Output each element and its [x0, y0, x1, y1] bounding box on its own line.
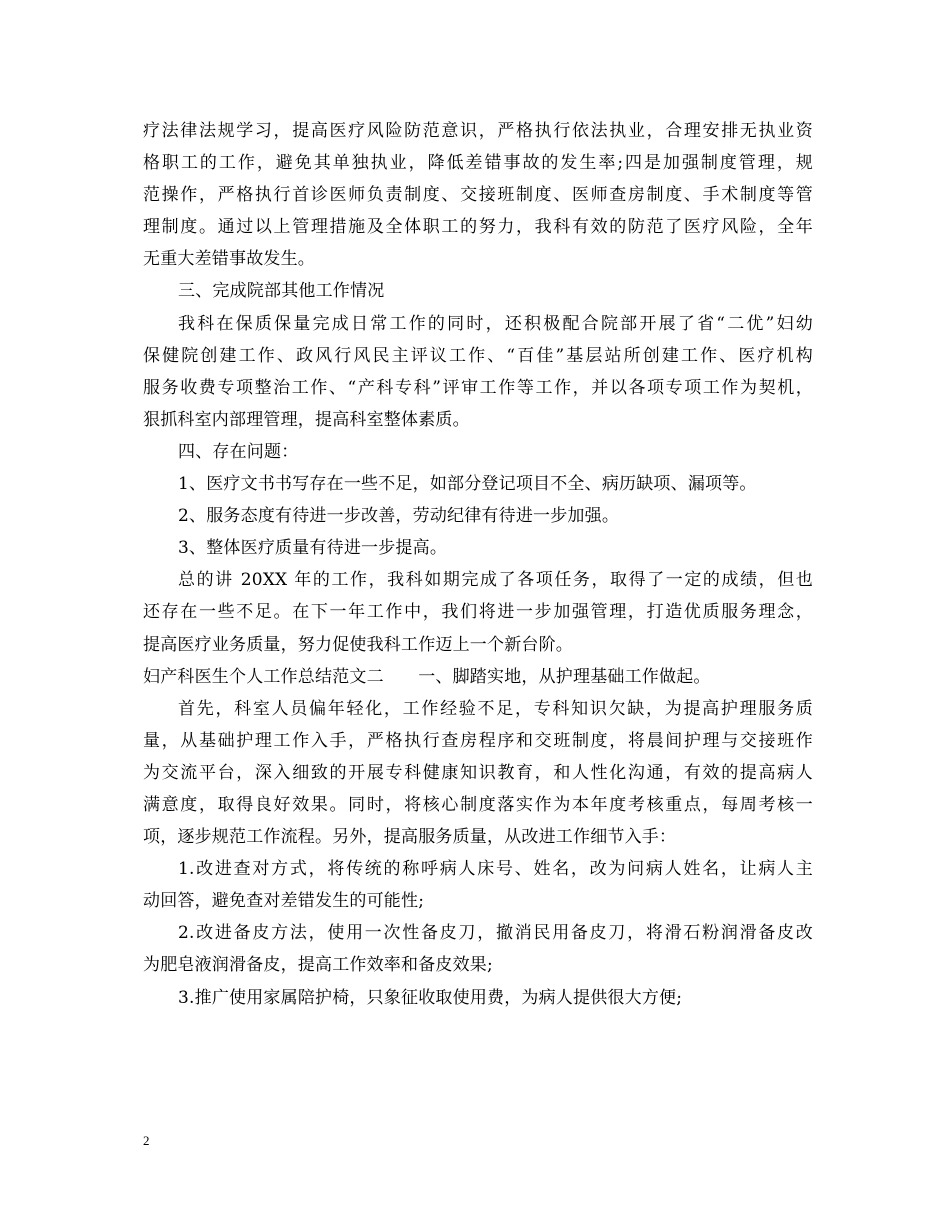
text-line: 范操作，严格执行首诊医师负责制度、交接班制度、医师查房制度、手术制度等管: [143, 185, 813, 206]
text-line: 保健院创建工作、政风行风民主评议工作、“百佳”基层站所创建工作、医疗机构: [143, 345, 813, 366]
text-line: 首先，科室人员偏年轻化，工作经验不足，专科知识欠缺，为提高护理服务质: [178, 698, 813, 719]
text-line: 总的讲 20XX 年的工作，我科如期完成了各项任务，取得了一定的成绩，但也: [178, 570, 813, 591]
text-line: 量，从基础护理工作入手，严格执行查房程序和交班制度，将晨间护理与交接班作: [143, 730, 813, 751]
document-title: 妇产科医生个人工作总结范文二 一、脚踏实地，从护理基础工作做起。: [143, 666, 711, 687]
text-line: 满意度，取得良好效果。同时，将核心制度落实作为本年度考核重点，每周考核一: [143, 794, 813, 815]
text-line: 提高医疗业务质量，努力促使我科工作迈上一个新台阶。: [143, 634, 573, 655]
page-number: 2: [143, 1133, 150, 1148]
list-item: 1.改进查对方式，将传统的称呼病人床号、姓名，改为问病人姓名，让病人主: [178, 859, 813, 880]
text-line: 格职工的工作，避免其单独执业，降低差错事故的发生率;四是加强制度管理，规: [143, 153, 813, 174]
text-line: 理制度。通过以上管理措施及全体职工的努力，我科有效的防范了医疗风险，全年: [143, 217, 813, 238]
list-item: 2.改进备皮方法，使用一次性备皮刀，撤消民用备皮刀，将滑石粉润滑备皮改: [178, 923, 813, 944]
text-line: 我科在保质保量完成日常工作的同时，还积极配合院部开展了省“二优”妇幼: [178, 313, 813, 334]
list-item: 1、医疗文书书写存在一些不足，如部分登记项目不全、病历缺项、漏项等。: [178, 474, 757, 495]
section-heading: 四、存在问题：: [178, 441, 299, 462]
list-item: 3、整体医疗质量有待进一步提高。: [178, 538, 448, 559]
text-line: 为交流平台，深入细致的开展专科健康知识教育，和人性化沟通，有效的提高病人: [143, 762, 813, 783]
text-line: 还存在一些不足。在下一年工作中，我们将进一步加强管理，打造优质服务理念，: [143, 602, 813, 623]
text-line: 为肥皂液润滑备皮，提高工作效率和备皮效果;: [143, 955, 493, 976]
section-heading: 三、完成院部其他工作情况: [178, 281, 385, 302]
text-line: 动回答，避免查对差错发生的可能性;: [143, 891, 425, 912]
text-line: 项，逐步规范工作流程。另外，提高服务质量，从改进工作细节入手：: [143, 827, 677, 848]
text-line: 无重大差错事故发生。: [143, 249, 315, 270]
list-item: 2、服务态度有待进一步改善，劳动纪律有待进一步加强。: [178, 506, 620, 527]
list-item: 3.推广使用家属陪护椅，只象征收取使用费，为病人提供很大方便;: [178, 987, 683, 1008]
text-line: 服务收费专项整治工作、“产科专科”评审工作等工作，并以各项专项工作为契机，: [143, 377, 813, 398]
text-line: 狠抓科室内部理管理，提高科室整体素质。: [143, 409, 470, 430]
document-body: [143, 115, 813, 1014]
text-line: 疗法律法规学习，提高医疗风险防范意识，严格执行依法执业，合理安排无执业资: [143, 121, 813, 141]
